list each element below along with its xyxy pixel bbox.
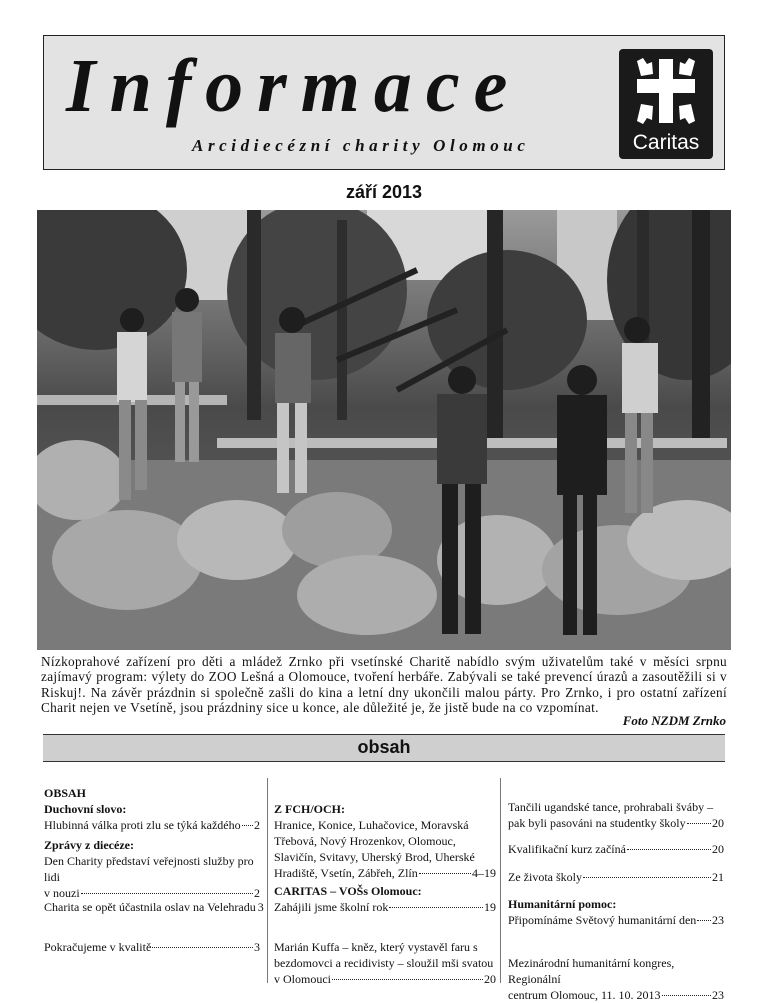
cover-photo [37,210,731,650]
toc-entry-title: Charita se opět účastnila oslav na Velehradu [44,900,256,914]
issue-date: září 2013 [345,182,423,202]
toc-entry-title: Hradiště, Vsetín, Zábřeh, Zlín [274,866,418,880]
toc-entry-title[interactable]: Slavičín, Svitavy, Uherský Brod, Uherské [274,850,475,864]
toc-entry[interactable] [44,817,260,833]
toc-entry-title[interactable]: Třebová, Nový Hrozenkov, Olomouc, [274,834,456,848]
toc-entry-title: Pokračujeme v kvalitě [44,940,152,954]
toc-entry-title: Připomínáme Světový humanitární den [508,913,697,927]
toc-leader [583,877,711,878]
toc-entry-page: 20 [712,816,724,830]
toc-entry-title[interactable]: Den Charity představí veřejnosti služby pro lidi [44,854,254,884]
photo-credit: Foto NZDM Zrnko [622,713,726,728]
logo-label: Caritas [632,131,700,154]
toc-leader [419,873,471,874]
toc-entry-title[interactable]: Mezinárodní humanitární kongres, Regionální [508,956,675,986]
toc-entry-title: Ze života školy [508,870,582,884]
toc-entry-page: 2 [254,886,260,900]
toc-entry-title[interactable]: Hranice, Konice, Luhačovice, Moravská [274,818,469,832]
toc-entry-title: v Olomouci [274,972,331,986]
toc-entry[interactable] [508,987,724,1003]
contents-bar [43,734,725,762]
toc-entry-page: 3 [254,940,260,954]
column-divider [267,778,268,983]
toc-entry-page: 2 [254,818,260,832]
toc-entry[interactable] [508,815,724,831]
column-divider [500,778,501,983]
masthead [43,35,725,170]
toc-section-heading: Duchovní slovo: [44,802,127,816]
photo-caption: Nízkoprahové zařízení pro děti a mládež Zrnko při vsetínské Charitě nabídlo svým uživatelům také v měsíci srpnu zajímavý program: výlety do ZOO Lešná a Olomouce, tvoření herbáře. Zabývali se také prevencí úrazů a zasoutěžili si v Riskuj!. Na závěr prázdnin si společně zašli do kina a letní dny ukončili malou párty. Pro Zrnko, i pro ostatní zařízení Charit nejen ve Vsetíně, jsou prázdniny sice u konce, ale důležité je, že jistě bude na co vzpomínat. [41,654,727,716]
toc-entry-title: Zahájili jsme školní rok [274,900,389,914]
contents-bar-label: obsah [357,737,411,757]
toc-entry[interactable] [508,841,724,857]
toc-entry[interactable] [274,899,496,915]
toc-heading: OBSAH [44,786,87,800]
toc-entry-title: Hlubinná válka proti zlu se týká každého [44,818,241,832]
toc-entry[interactable] [44,899,264,915]
toc-entry[interactable] [44,939,260,955]
toc-entry-page: 19 [484,900,496,914]
toc-section-heading: Humanitární pomoc: [508,897,617,911]
caritas-logo [619,49,713,159]
toc-entry-title[interactable]: Marián Kuffa – kněz, který vystavěl faru s [274,940,478,954]
toc-entry[interactable] [274,971,496,987]
toc-entry-title[interactable]: bezdomovci a recidivisty – sloužil mši svatou [274,956,494,970]
publication-title: Informace [66,44,522,128]
caritas-cross-flames-icon [631,55,701,127]
toc-section-heading: Zprávy z diecéze: [44,838,134,852]
toc-entry-page: 23 [712,913,724,927]
toc-section-heading: CARITAS – VOŠs Olomouc: [274,884,422,898]
toc-entry-title: Kvalifikační kurz začíná [508,842,626,856]
toc-entry-page: 23 [712,988,724,1002]
toc-section-heading: Z FCH/OCH: [274,802,345,816]
toc-entry[interactable] [508,869,724,885]
toc-entry-title: pak byli pasováni na studentky školy [508,816,686,830]
toc-leader [81,893,253,894]
toc-leader [152,947,253,948]
toc-leader [242,825,253,826]
publication-subtitle: Arcidiecézní charity Olomouc [192,136,530,155]
toc-leader [687,823,711,824]
toc-entry-page: 21 [712,870,724,884]
toc-entry-page: 20 [712,842,724,856]
toc-leader [332,979,483,980]
toc-entry-page: 3 [257,900,264,914]
toc-leader [627,849,711,850]
toc-entry[interactable] [274,865,496,881]
toc-leader [389,907,483,908]
photo-children-at-rocks-zoo [37,210,731,650]
toc-entry[interactable] [508,912,724,928]
toc-entry-title: v nouzi [44,886,80,900]
toc-entry-page: 4–19 [472,866,496,880]
toc-entry-page: 20 [484,972,496,986]
toc-leader [662,995,711,996]
toc-entry-title[interactable]: Tančili ugandské tance, prohrabali šváby – [508,800,714,814]
toc-entry-title: centrum Olomouc, 11. 10. 2013 [508,988,661,1002]
toc-leader [697,920,711,921]
